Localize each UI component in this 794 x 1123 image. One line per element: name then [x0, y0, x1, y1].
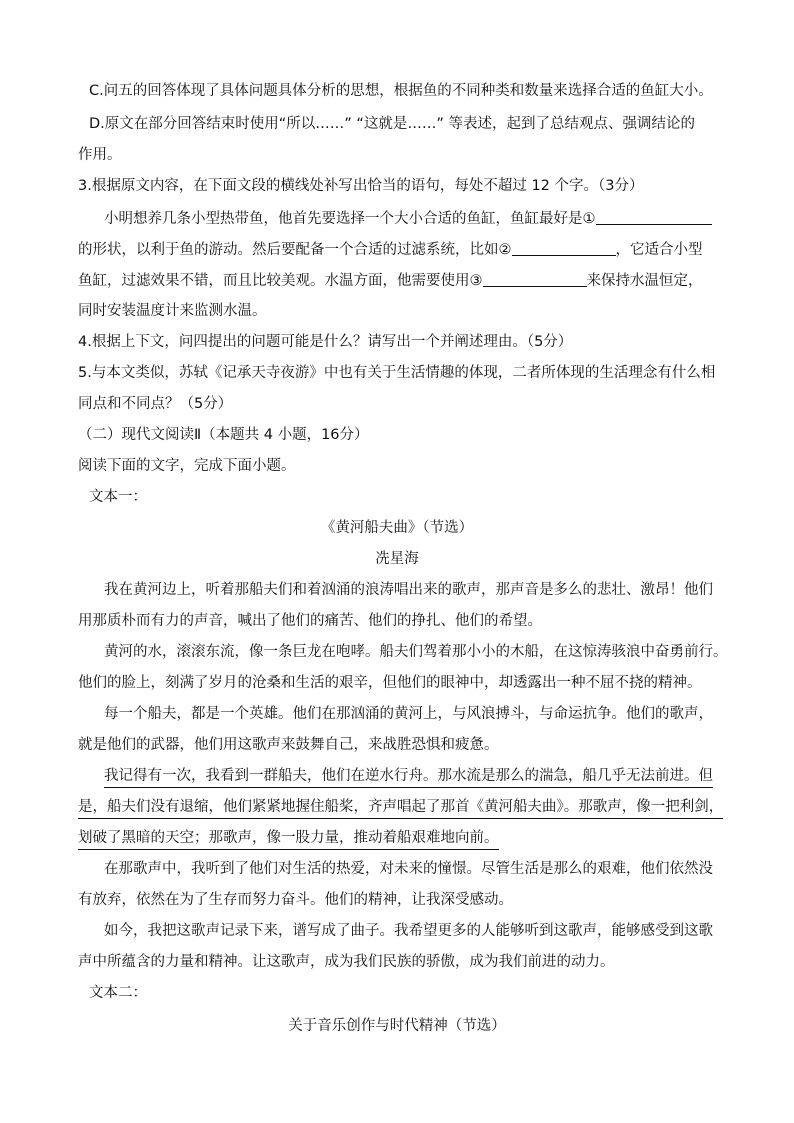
answer-blank-3[interactable]	[483, 270, 587, 287]
q3-paragraph-line1	[104, 208, 712, 229]
text1-title: 《黄河船夫曲》（节选）	[320, 520, 474, 536]
section-2-instruction: 阅读下面的文字，完成下面小题。	[78, 458, 296, 474]
q3-paragraph-line2	[78, 239, 703, 260]
question-5-line2: 同点和不同点？（5分）	[78, 396, 233, 412]
answer-blank-1[interactable]	[596, 208, 712, 225]
option-c: C.问五的回答体现了具体问题具体分析的思想，根据鱼的不同种类和数量来选择合适的鱼缸大小。	[89, 83, 713, 99]
section-2-heading: （二）现代文阅读Ⅱ（本题共 4 小题，16分）	[78, 427, 369, 443]
text1-line: 黄河的水，滚滚东流，像一条巨龙在咆哮。船夫们驾着那小小的木船，在这惊涛骇浪中奋勇前行。	[104, 644, 728, 660]
question-4: 4.根据上下文，问四提出的问题可能是什么？请写出一个并阐述理由。（5分）	[78, 334, 573, 350]
text1-author: 冼星海	[375, 551, 419, 567]
text1-underlined-line: 我记得有一次，我看到一群船夫，他们在逆水行舟。那水流是那么的湍急，船几乎无法前进。但	[104, 766, 713, 788]
text1-underlined-line: 是，船夫们没有退缩，他们紧紧地握住船桨，齐声唱起了那首《黄河船夫曲》。那歌声，像一把利剑，	[78, 797, 723, 819]
question-5-line1: 5.与本文类似，苏轼《记承天寺夜游》中也有关于生活情趣的体现，二者所体现的生活理念有什么相	[78, 365, 716, 381]
q3-paragraph-line3	[78, 270, 703, 291]
q3-paragraph-line4: 同时安装温度计来监测水温。	[78, 303, 267, 319]
text1-line: 每一个船夫，都是一个英雄。他们在那汹涌的黄河上，与风浪搏斗，与命运抗争。他们的歌声，	[104, 706, 713, 722]
text2-label: 文本二：	[89, 985, 147, 1001]
text1-line: 声中所蕴含的力量和精神。让这歌声，成为我们民族的骄傲，成为我们前进的动力。	[78, 954, 615, 970]
option-d-line1: D.原文在部分回答结束时使用“所以……” “这就是……” 等表述，起到了总结观点、强调结论的	[89, 116, 696, 132]
q3-text-3b: 来保持水温恒定，	[586, 273, 703, 289]
q3-text-2b: ，它适合小型	[615, 242, 703, 258]
text1-line: 我在黄河边上，听着那船夫们和着汹涌的浪涛唱出来的歌声，那声音是多么的悲壮、激昂！他们	[104, 582, 713, 598]
text1-line: 有放弃，依然在为了生存而努力奋斗。他们的精神，让我深受感动。	[78, 892, 513, 908]
text1-line: 如今，我把这歌声记录下来，谱写成了曲子。我希望更多的人能够听到这歌声，能够感受到这歌	[104, 923, 713, 939]
text1-underlined-line: 划破了黑暗的天空；那歌声，像一股力量，推动着船艰难地向前。	[78, 828, 499, 850]
q3-text-1: 小明想养几条小型热带鱼，他首先要选择一个大小合适的鱼缸，鱼缸最好是①	[104, 211, 596, 227]
option-d-line2: 作用。	[78, 147, 122, 163]
text1-line: 用那质朴而有力的声音，喊出了他们的痛苦、他们的挣扎、他们的希望。	[78, 613, 542, 629]
text2-title: 关于音乐创作与时代精神（节选）	[288, 1018, 506, 1034]
text1-line: 就是他们的武器，他们用这歌声来鼓舞自己，来战胜恐惧和疲惫。	[78, 737, 499, 753]
answer-blank-2[interactable]	[512, 239, 616, 256]
text1-line: 他们的脸上，刻满了岁月的沧桑和生活的艰辛，但他们的眼神中，却透露出一种不屈不挠的精神。	[78, 675, 702, 691]
text1-line: 在那歌声中，我听到了他们对生活的热爱，对未来的憧憬。尽管生活是那么的艰难，他们依然没	[104, 861, 713, 877]
q3-text-3a: 鱼缸，过滤效果不错，而且比较美观。水温方面，他需要使用③	[78, 273, 483, 289]
q3-text-2a: 的形状，以利于鱼的游动。然后要配备一个合适的过滤系统，比如②	[78, 242, 512, 258]
question-3-title: 3.根据原文内容，在下面文段的横线处补写出恰当的语句，每处不超过 12 个字。（3分）	[78, 178, 644, 194]
text1-label: 文本一：	[89, 489, 147, 505]
